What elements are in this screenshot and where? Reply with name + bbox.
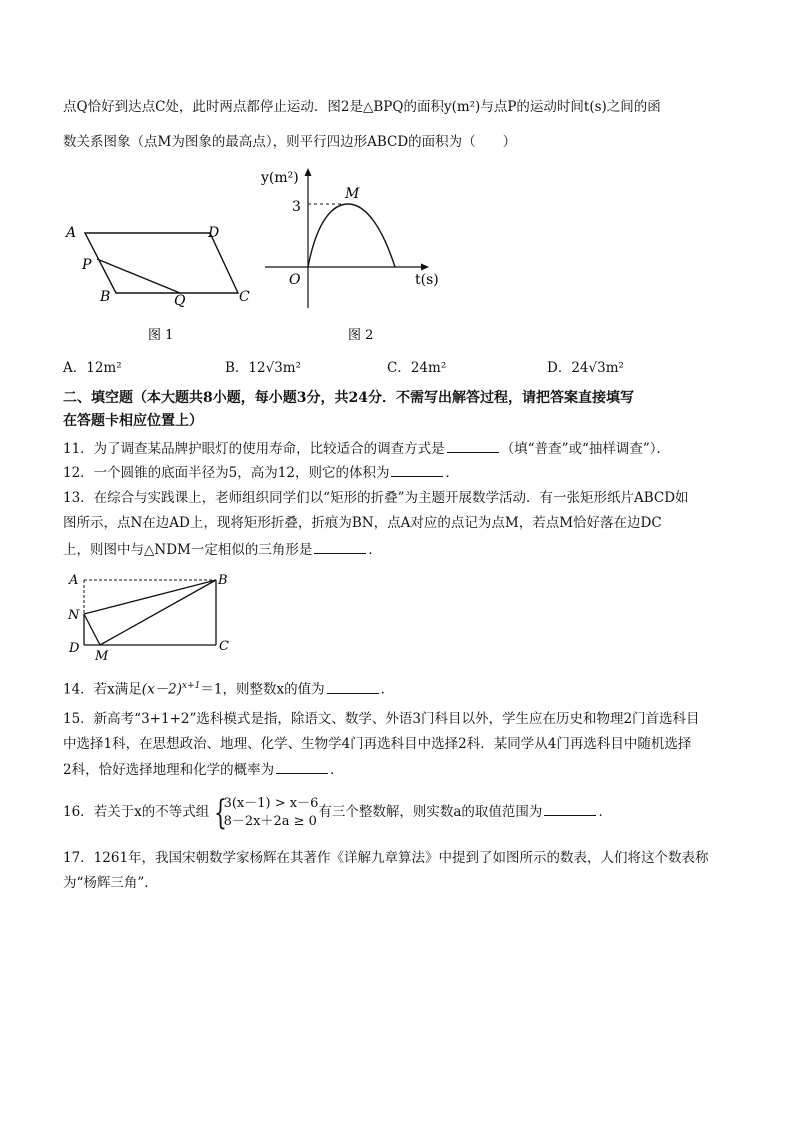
- figure-1-caption: 图 1: [148, 328, 174, 343]
- q16-text: 16．若关于x的不等式组: [63, 804, 210, 820]
- x-axis-label: t(s): [415, 272, 439, 288]
- choice-d[interactable]: [547, 356, 624, 376]
- section-2-heading-line1: 二、填空题（本大题共8小题，每小题3分，共24分．不需写出解答过程，请把答案直接填写: [63, 390, 634, 406]
- q12-text-end: ．: [445, 465, 459, 481]
- q10-choices: [63, 356, 743, 376]
- crease-bn: [84, 580, 216, 614]
- q14-exponent: x+1: [182, 681, 201, 691]
- q14-answer-blank[interactable]: [327, 679, 379, 694]
- q16-text-mid: 有三个整数解，则实数a的取值范围为: [318, 804, 543, 820]
- q13-line3: [63, 539, 743, 560]
- label-P: P: [82, 257, 92, 273]
- y-axis-arrow: [305, 168, 312, 176]
- peak-point-label: M: [345, 186, 360, 202]
- q12-answer-blank[interactable]: [391, 462, 443, 477]
- q10-figure-1-parallelogram: [60, 215, 260, 345]
- q11-answer-blank[interactable]: [447, 438, 499, 453]
- q13-text-line2: 图所示，点N在边AD上，现将矩形折叠，折痕为BN，点A对应的点记为点M，若点M恰好落在边DC: [63, 515, 662, 531]
- q13-label-D: D: [69, 641, 80, 656]
- q13-label-B: B: [218, 573, 228, 588]
- q16-inequality-system: [213, 792, 319, 833]
- q16-answer-blank[interactable]: [544, 801, 596, 816]
- q14-text-end: ．: [380, 681, 395, 698]
- figure-2-caption: 图 2: [348, 328, 374, 343]
- q10-figure-2-graph: [255, 160, 455, 345]
- q13-label-M: M: [95, 649, 109, 664]
- brace-icon: {: [213, 792, 227, 833]
- choice-a-text: 12m²: [86, 360, 122, 376]
- choice-d-text: 24√3m²: [571, 360, 624, 376]
- segment-mb: [100, 580, 216, 645]
- section-2-heading-line2: 在答题卡相应位置上）: [63, 413, 203, 429]
- q14-expression: (x－2): [141, 681, 183, 698]
- q15-answer-blank[interactable]: [276, 759, 328, 774]
- segment-nm: [84, 614, 100, 645]
- q13-label-N: N: [68, 608, 80, 623]
- label-A: A: [66, 225, 77, 241]
- choice-a[interactable]: [63, 356, 122, 376]
- peak-value-label: 3: [292, 199, 301, 215]
- q17-text-line1: 17．1261年，我国宋朝数学家杨辉在其著作《详解九章算法》中提到了如图所示的数表，人们将这个数表称: [63, 850, 709, 866]
- q13-label-A: A: [69, 573, 79, 588]
- q15-text-line2: 中选择1科，在思想政治、地理、化学、生物学4门再选科目中选择2科．某同学从4门再选科目中随机选择: [63, 736, 692, 752]
- q15-text-end: ．: [330, 762, 344, 778]
- choice-c-text: 24m²: [410, 360, 447, 376]
- q11-text-end: （填“普查”或“抽样调查”）．: [500, 441, 671, 457]
- choice-a-letter: A．: [63, 360, 87, 376]
- q13-text-end: ．: [368, 542, 382, 558]
- q16-inequality-2: 8－2x＋2a ≥ 0: [223, 813, 317, 829]
- label-Q: Q: [174, 293, 186, 309]
- q13-label-C: C: [219, 639, 229, 654]
- choice-b[interactable]: [225, 356, 301, 376]
- q15-text-line3: 2科，恰好选择地理和化学的概率为: [63, 762, 275, 778]
- q13-answer-blank[interactable]: [314, 539, 366, 554]
- q12: [63, 462, 743, 483]
- q14: [63, 676, 743, 700]
- q14-text-mid: ＝1，则整数x的值为: [200, 681, 325, 698]
- q17-text-line2: 为“杨辉三角”．: [63, 875, 158, 891]
- label-C: C: [239, 289, 250, 305]
- label-B: B: [100, 289, 111, 305]
- choice-b-letter: B．: [225, 360, 249, 376]
- origin-label: O: [289, 272, 301, 288]
- segment-pq: [97, 259, 180, 293]
- q16-text-end: ．: [598, 804, 612, 820]
- q15-text-line1: 15．新高考“3+1+2”选科模式是指，除语文、数学、外语3门科目以外，学生应在历史和物理2门首选科目: [63, 711, 700, 727]
- q13-text-line1: 13．在综合与实践课上，老师组织同学们以“矩形的折叠”为主题开展数学活动．有一张矩形纸片ABCD如: [63, 490, 689, 506]
- q13-figure-rectangle-fold: [62, 568, 242, 668]
- q16-inequality-1: 3(x－1) > x－6: [223, 795, 319, 811]
- q13-text-line3: 上，则图中与△NDM一定相似的三角形是: [63, 542, 313, 558]
- q12-text: 12．一个圆锥的底面半径为5，高为12，则它的体积为: [63, 465, 390, 481]
- graph-curve: [308, 204, 395, 267]
- q11: [63, 438, 743, 459]
- x-axis-arrow: [421, 264, 429, 271]
- choice-c[interactable]: [387, 356, 446, 376]
- y-axis-label: y(m²): [261, 170, 299, 186]
- label-D: D: [208, 225, 220, 241]
- q14-text: 14．若x满足: [63, 681, 142, 698]
- choice-b-text: 12√3m²: [248, 360, 302, 376]
- q15-line3: [63, 759, 743, 780]
- choice-d-letter: D．: [547, 360, 572, 376]
- q10-text-line1: 点Q恰好到达点C处，此时两点都停止运动．图2是△BPQ的面积y(m²)与点P的运动时间t(s)之间的函: [63, 99, 661, 115]
- q16: [63, 792, 743, 832]
- q10-text-line2: 数关系图象（点M为图象的最高点），则平行四边形ABCD的面积为（ ）: [63, 134, 517, 150]
- q11-text: 11．为了调查某品牌护眼灯的使用寿命，比较适合的调查方式是: [63, 441, 445, 457]
- choice-c-letter: C．: [387, 360, 411, 376]
